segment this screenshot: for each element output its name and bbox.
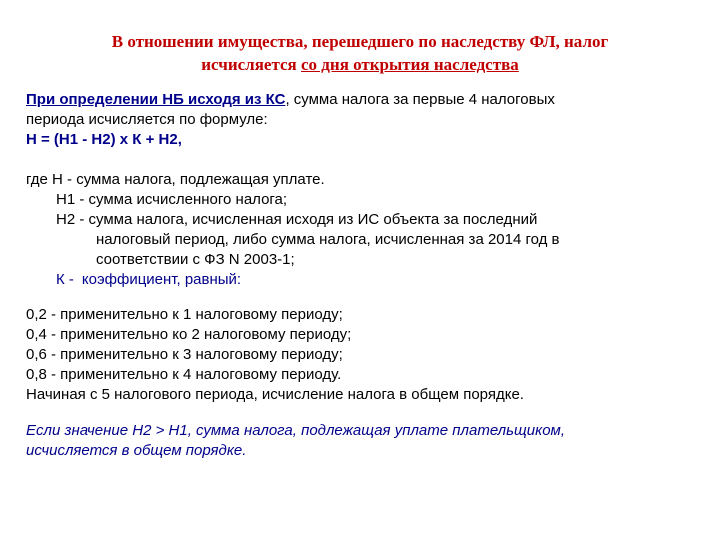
slide-title: [40, 30, 680, 76]
title-line-2-prefix: исчисляется: [201, 55, 301, 74]
slide-body: [26, 90, 696, 461]
coefficient-item: 0,8 - применительно к 4 налоговому периоду.: [26, 366, 342, 383]
spacer: [26, 150, 696, 170]
title-underlined-phrase: со дня открытия наследства: [301, 55, 519, 74]
definition-h1: Н1 - сумма исчисленного налога;: [56, 191, 288, 208]
intro-rest: , сумма налога за первые 4 налоговых: [285, 91, 555, 108]
title-line-1: В отношении имущества, перешедшего по наследству ФЛ, налог: [111, 32, 609, 51]
spacer: [26, 290, 696, 305]
coefficient-item: 0,2 - применительно к 1 налоговому периоду;: [26, 306, 343, 323]
condition-line-1: Если значение Н2 > Н1, сумма налога, подлежащая уплате плательщиком,: [26, 422, 566, 439]
final-note: Начиная с 5 налогового периода, исчисление налога в общем порядке.: [26, 386, 524, 403]
definition-h: где Н - сумма налога, подлежащая уплате.: [26, 171, 325, 188]
spacer: [26, 405, 696, 421]
definition-k-label: К -: [56, 271, 74, 288]
intro-line-2: периода исчисляется по формуле:: [26, 111, 268, 128]
coefficient-item: 0,4 - применительно ко 2 налоговому периоду;: [26, 326, 352, 343]
definition-k: [26, 270, 696, 290]
definition-h2-line-1: Н2 - сумма налога, исчисленная исходя из ИС объекта за последний: [56, 211, 538, 228]
formula: Н = (Н1 - Н2) х К + Н2,: [26, 131, 182, 148]
intro-underlined: При определении НБ исходя из КС: [26, 91, 286, 108]
definition-k-text: коэффициент, равный:: [81, 271, 242, 288]
title-line-2: [40, 53, 680, 76]
definition-h2-line-2: налоговый период, либо сумма налога, исчисленная за 2014 год в: [96, 231, 560, 248]
condition-line-2: исчисляется в общем порядке.: [26, 442, 247, 459]
definition-h2-line-3: соответствии с ФЗ N 2003-1;: [96, 251, 295, 268]
coefficient-item: 0,6 - применительно к 3 налоговому периоду;: [26, 346, 343, 363]
intro-line-1: [26, 90, 696, 110]
